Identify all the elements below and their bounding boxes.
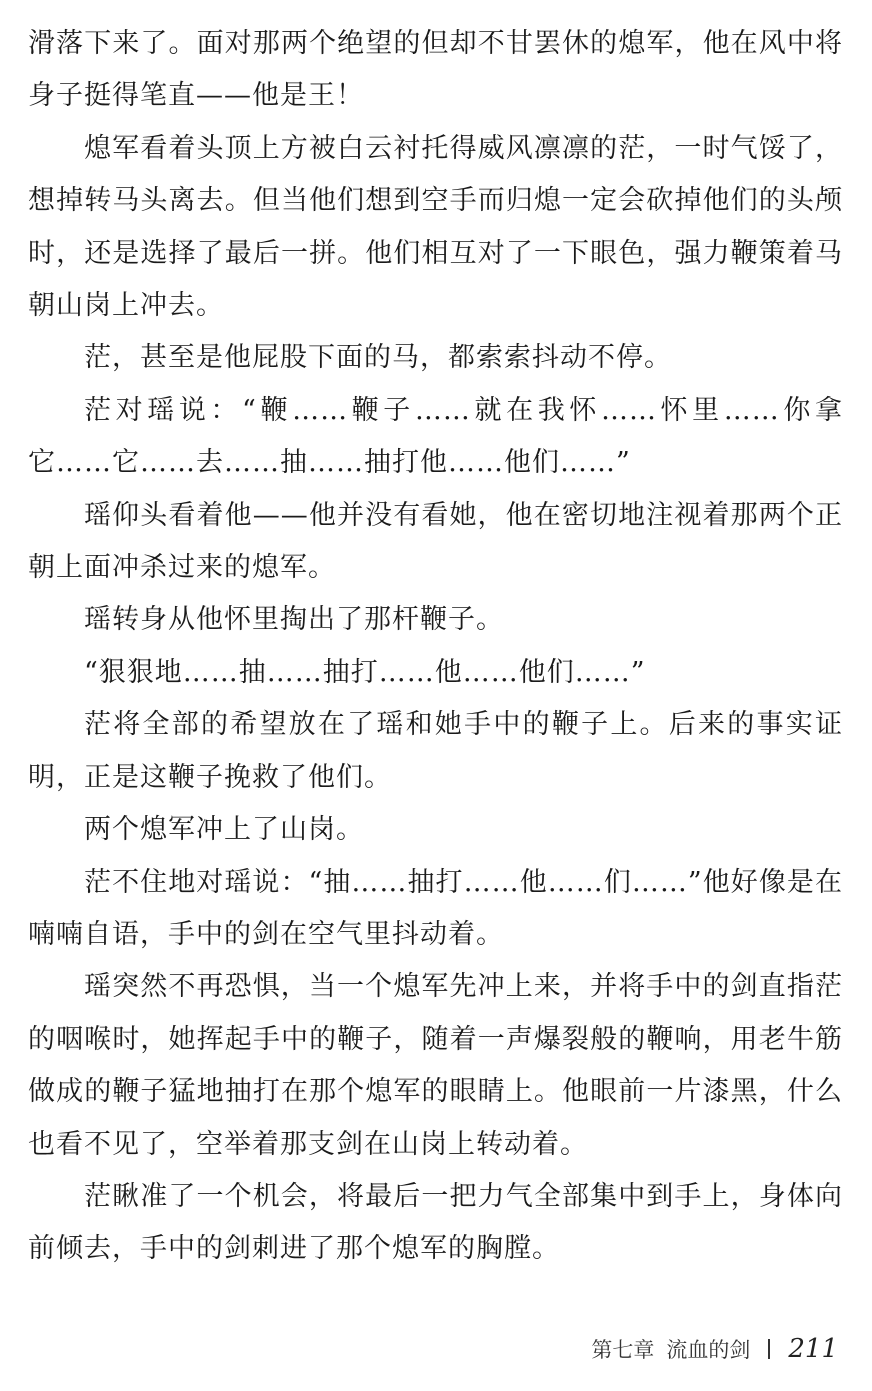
paragraph-continued: 滑落下来了。面对那两个绝望的但却不甘罢休的熄军，他在风中将身子挺得笔直——他是王！ [28,28,843,112]
page-number: 211 [788,1334,838,1364]
paragraph: 熄军看着头顶上方被白云衬托得威风凛凛的茫，一时气馁了，想掉转马头离去。但当他们想到空手而归熄一定会砍掉他们的头颅时，还是选择了最后一拼。他们相互对了一下眼色，强力鞭策着马朝山岗上冲去。 [28,132,843,322]
paragraph: 茫对瑶说：“鞭……鞭子……就在我怀……怀里……你拿它……它……去……抽……抽打他……他们……” [28,394,843,479]
paragraph: 茫不住地对瑶说：“抽……抽打……他……们……”他好像是在喃喃自语，手中的剑在空气里抖动着。 [28,866,843,950]
footer-divider [768,1339,770,1359]
paragraph: 两个熄军冲上了山岗。 [84,814,364,846]
paragraph: 茫将全部的希望放在了瑶和她手中的鞭子上。后来的事实证明，正是这鞭子挽救了他们。 [28,709,843,793]
paragraph: 瑶仰头看着他——他并没有看她，他在密切地注视着那两个正朝上面冲杀过来的熄军。 [28,499,843,584]
paragraph: 茫瞅准了一个机会，将最后一把力气全部集中到手上，身体向前倾去，手中的剑刺进了那个熄军的胸膛。 [28,1180,843,1265]
footer-chapter: 第七章 [591,1338,655,1362]
paragraph: “狠狠地……抽……抽打……他……他们……” [84,656,646,688]
paragraph: 茫，甚至是他屁股下面的马，都索索抖动不停。 [84,342,672,374]
footer-chapter-title: 流血的剑 [666,1338,751,1362]
paragraph: 瑶转身从他怀里掏出了那杆鞭子。 [84,604,504,636]
paragraph: 瑶突然不再恐惧，当一个熄军先冲上来，并将手中的剑直指茫的咽喉时，她挥起手中的鞭子，随着一声爆裂般的鞭响，用老牛筋做成的鞭子猛地抽打在那个熄军的眼睛上。他眼前一片漆黑，什么也看不见了，空举着那支剑在山岗上转动着。 [28,971,843,1160]
running-footer [591,1334,838,1364]
page-body [28,18,843,1276]
